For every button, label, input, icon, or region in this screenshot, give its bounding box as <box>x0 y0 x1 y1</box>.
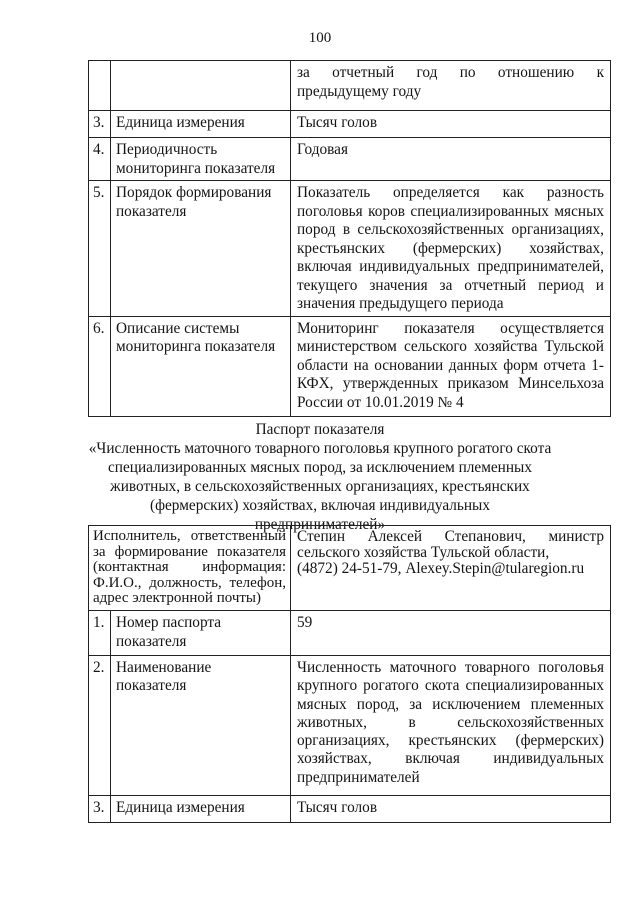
row-value-cell: Тысяч голов <box>291 796 611 823</box>
row-value-cell: за отчетный год по отношению к предыдущему году <box>291 61 611 111</box>
page-number: 100 <box>308 30 332 46</box>
row-value-cell: 59 <box>291 611 611 656</box>
row-value-cell: Тысяч голов <box>291 111 611 138</box>
table-row <box>89 111 611 138</box>
table-row <box>89 138 611 181</box>
passport-header <box>0 420 640 534</box>
row-number-cell: 6. <box>89 316 111 416</box>
row-label-cell: Единица измерения <box>111 111 291 138</box>
table-row <box>89 316 611 416</box>
row-label-cell: Номер паспорта показателя <box>111 611 291 656</box>
row-label-cell: Периодичность мониторинга показателя <box>111 138 291 181</box>
row-label-cell <box>111 61 291 111</box>
row-value-cell: Показатель определяется как разность поголовья коров специализированных мясных пород в сельскохозяйственных организациях, крестьянских (фермерских) хозяйствах, включая индивидуальных предпринимателей, текущего значения за отчетный период и значения предыдущего периода <box>291 181 611 317</box>
row-number-cell: 3. <box>89 111 111 138</box>
row-number-cell: 4. <box>89 138 111 181</box>
row-number-cell: 5. <box>89 181 111 317</box>
row-label-cell: Наименование показателя <box>111 656 291 796</box>
passport-title: «Численность маточного товарного поголовья крупного рогатого скота специализированных мясных пород, за исключением племенных животных, в сельскохозяйственных организациях, крестьянских (фермерских) хозяйствах, включая индивидуальных предпринимателей» <box>88 440 552 533</box>
row-value-cell: Годовая <box>291 138 611 181</box>
table-row <box>89 611 611 656</box>
row-number-cell: 3. <box>89 796 111 823</box>
table-row <box>89 656 611 796</box>
executor-label-cell: Исполнитель, ответственный за формирование показателя (контактная информация: Ф.И.О., должность, телефон, адрес электронной почты) <box>89 526 291 611</box>
indicator-passport-table <box>88 525 611 823</box>
row-number-cell: 2. <box>89 656 111 796</box>
table-row <box>89 61 611 111</box>
executor-value-cell: Степин Алексей Степанович, министр сельского хозяйства Тульской области, (4872) 24-51-79, Alexey.Stepin@tularegion.ru <box>291 526 611 611</box>
row-value-cell: Мониторинг показателя осуществляется министерством сельского хозяйства Тульской области на основании данных форм отчета 1-КФХ, утвержденных приказом Минсельхоза России от 10.01.2019 № 4 <box>291 316 611 416</box>
row-number-cell: 1. <box>89 611 111 656</box>
row-label-cell: Единица измерения <box>111 796 291 823</box>
table-row <box>89 181 611 317</box>
indicator-table-continuation <box>88 60 611 417</box>
passport-heading: Паспорт показателя <box>255 421 385 438</box>
row-value-cell: Численность маточного товарного поголовья крупного рогатого скота специализированных мясных пород, за исключением племенных животных, в сельскохозяйственных организациях, крестьянских (фермерских) хозяйствах, включая индивидуальных предпринимателей <box>291 656 611 796</box>
table-row <box>89 796 611 823</box>
table-row-executor <box>89 526 611 611</box>
row-label-cell: Описание системы мониторинга показателя <box>111 316 291 416</box>
row-number-cell <box>89 61 111 111</box>
row-label-cell: Порядок формирования показателя <box>111 181 291 317</box>
